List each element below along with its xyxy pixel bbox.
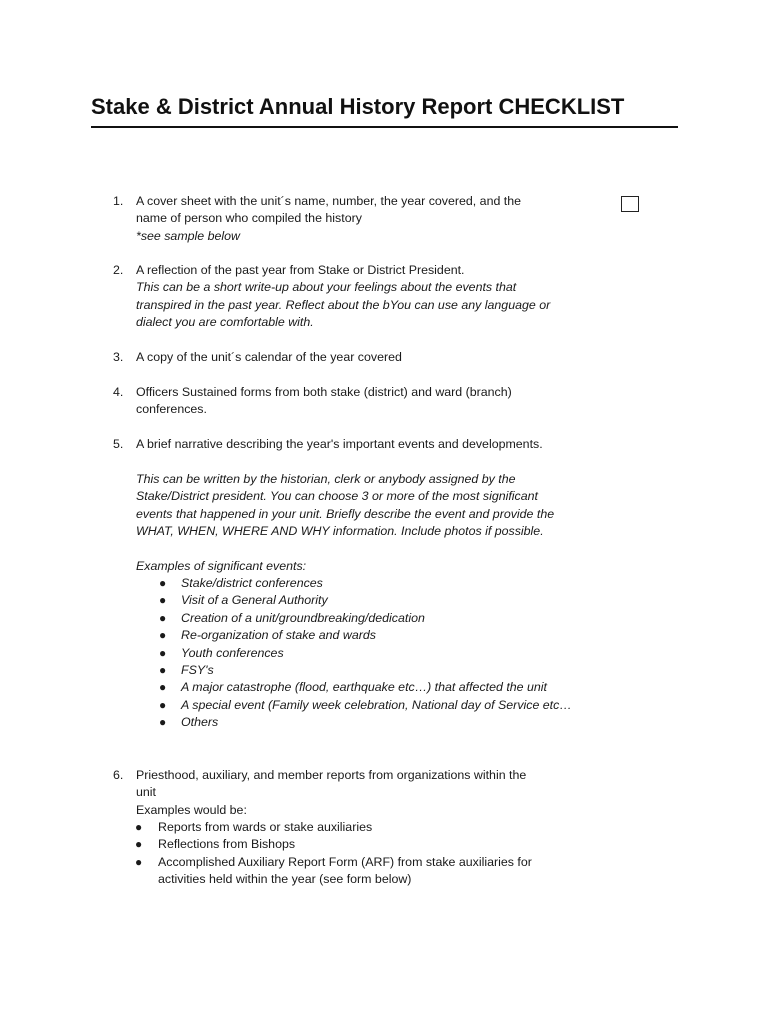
bullet-icon: ● <box>159 593 167 608</box>
item-note-line: dialect you are comfortable with. <box>136 315 314 330</box>
bullet-icon: ● <box>159 663 167 677</box>
title-underline <box>91 126 678 128</box>
bullet-icon: ● <box>159 697 167 712</box>
item-body <box>136 193 566 245</box>
bullet-icon: ● <box>159 680 167 695</box>
item-text-line: Examples would be: <box>136 802 247 817</box>
item-body <box>136 767 566 819</box>
item-number: 2. <box>113 263 124 277</box>
item-number: 1. <box>113 194 124 208</box>
item-text-line: Priesthood, auxiliary, and member reports from organizations within the <box>136 768 527 782</box>
item-body <box>136 262 566 332</box>
item-number: 3. <box>113 350 124 364</box>
item-body <box>136 436 566 575</box>
item-number: 4. <box>113 385 124 399</box>
item-text-line: unit <box>136 785 156 800</box>
item-note-line: This can be written by the historian, clerk or anybody assigned by the <box>136 471 516 486</box>
item-text-line: A reflection of the past year from Stake or District President. <box>136 263 465 277</box>
bullet-icon: ● <box>135 820 143 834</box>
item-number: 5. <box>113 437 124 451</box>
item-text-line: name of person who compiled the history <box>136 211 362 226</box>
bullet-icon: ● <box>135 854 143 869</box>
item-text-line: A brief narrative describing the year's important events and developments. <box>136 437 543 451</box>
document-page: Stake & District Annual History Report CHECKLIST 1. A cover sheet with the unit´s name, number, the year covered, and the name of person who compiled the history *see sample below 2. A reflection of the past year from Stake or District President. This can be a short write-up about your feelings about the events that transpired in the past year. Reflect about the bYou can use any language or dialect you are comfortable with. 3. A copy of the unit´s calendar of the year covered 4. Officers Sustained forms from both stake (district) and ward (branch) conferences. 5. A brief narrative describing the year's important events and developments. This can be written by the historian, clerk or anybody assigned by the Stake/District president. You can choose 3 or more of the most significant events that happened in your unit. Briefly describe the event and provide the WHAT, WHEN, WHERE AND WHY information. Include photos if possible. Examples of significant events: ● Stake/district conferences ● Visit of a General Authority ● Creation of a unit/groundbreaking/dedication ● Re-organization of stake and wards ● Youth conferences ● FSY's ● A major catastrophe (flood, earthquake etc…) that affected the unit ● A special event (Family week celebration, National day of Service etc… ● Others 6. Priesthood, auxiliary, and member reports from organizations within the unit Examples would be: ● Reports from wards or stake auxiliaries ● Reflections from Bishops ● Accomplished Auxiliary Report Form (ARF) from stake auxiliaries for activities held within the year (see form below) <box>0 0 768 1024</box>
item-text-line: Officers Sustained forms from both stake (district) and ward (branch) <box>136 385 512 399</box>
item-note-line: This can be a short write-up about your feelings about the events that <box>136 280 517 295</box>
bullet-icon: ● <box>159 645 167 660</box>
page-title: Stake & District Annual History Report CHECKLIST <box>91 94 625 119</box>
item-body <box>136 349 566 366</box>
item-note-line: events that happened in your unit. Briefly describe the event and provide the <box>136 506 555 521</box>
bullet-icon: ● <box>135 837 143 852</box>
item-number: 6. <box>113 768 124 782</box>
bullet-icon: ● <box>159 715 167 730</box>
bullet-icon: ● <box>159 610 167 625</box>
item-note-line: transpired in the past year. Reflect about the bYou can use any language or <box>136 297 551 312</box>
item-text-line: A copy of the unit´s calendar of the year covered <box>136 350 402 364</box>
item-text-line: A cover sheet with the unit´s name, number, the year covered, and the <box>136 194 522 208</box>
item-1-checkbox[interactable] <box>621 196 639 212</box>
bullet-icon: ● <box>159 628 167 643</box>
item-note: *see sample below <box>136 228 241 243</box>
item-note-line: Stake/District president. You can choose 3 or more of the most significant <box>136 489 538 504</box>
item-text-line: conferences. <box>136 402 207 417</box>
bullet-icon: ● <box>159 576 167 590</box>
examples-heading: Examples of significant events: <box>136 558 307 573</box>
item-body <box>136 384 566 419</box>
item-note-line: WHAT, WHEN, WHERE AND WHY information. Include photos if possible. <box>136 524 544 539</box>
